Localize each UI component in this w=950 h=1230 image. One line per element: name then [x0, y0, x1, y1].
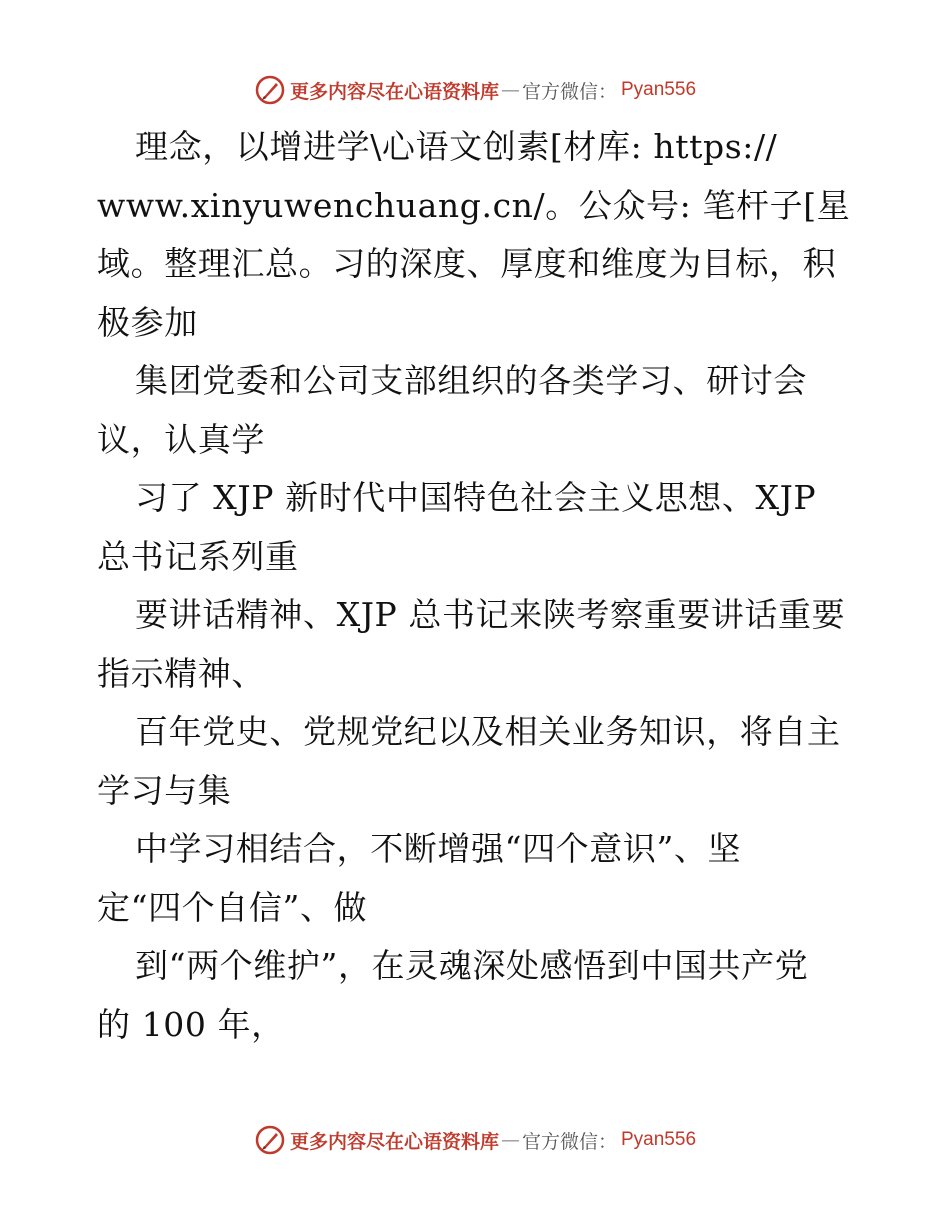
banner-site-name: 更多内容尽在心语资料库 — [289, 80, 499, 103]
text-line: 总书记系列重 — [97, 536, 299, 576]
text-line: 的 100 年， — [97, 1004, 285, 1044]
text-line: 学习与集 — [97, 770, 232, 810]
text-line: www.xinyuwenchuang.cn/。公众号: 笔杆子[星 — [97, 185, 851, 225]
text-line: 定“四个自信”、做 — [97, 887, 368, 927]
banner-wechat-id: Pyan556 — [621, 79, 697, 100]
text-line: 理念，以增进学\心语文创素[材库: https:// — [135, 127, 778, 166]
quill-logo-icon — [254, 1124, 286, 1156]
quill-logo-icon — [254, 74, 286, 106]
text-line: 要讲话精神、XJP 总书记来陕考察重要讲话重要 — [135, 595, 846, 634]
text-line: 指示精神、 — [97, 653, 265, 693]
text-line: 议，认真学 — [97, 419, 265, 459]
document-body — [97, 118, 857, 1054]
header-watermark-banner — [0, 70, 950, 110]
banner-separator: — — [500, 1129, 520, 1151]
text-line: 到“两个维护”，在灵魂深处感悟到中国共产党 — [135, 946, 809, 985]
text-line: 中学习相结合，不断增强“四个意识”、坚 — [135, 829, 742, 868]
banner-wechat-label: 官方微信： — [521, 1130, 617, 1153]
banner-separator: — — [500, 79, 520, 101]
banner-wechat-label: 官方微信： — [521, 80, 617, 103]
text-line: 集团党委和公司支部组织的各类学习、研讨会 — [135, 361, 807, 400]
footer-watermark-banner — [0, 1120, 950, 1160]
banner-site-name: 更多内容尽在心语资料库 — [289, 1130, 499, 1153]
text-line: 极参加 — [97, 302, 198, 342]
text-line: 域。整理汇总。习的深度、厚度和维度为目标，积 — [97, 244, 837, 283]
text-line: 百年党史、党规党纪以及相关业务知识，将自主 — [135, 712, 841, 751]
text-line: 习了 XJP 新时代中国特色社会主义思想、XJP — [135, 478, 817, 517]
banner-wechat-id: Pyan556 — [621, 1129, 697, 1150]
